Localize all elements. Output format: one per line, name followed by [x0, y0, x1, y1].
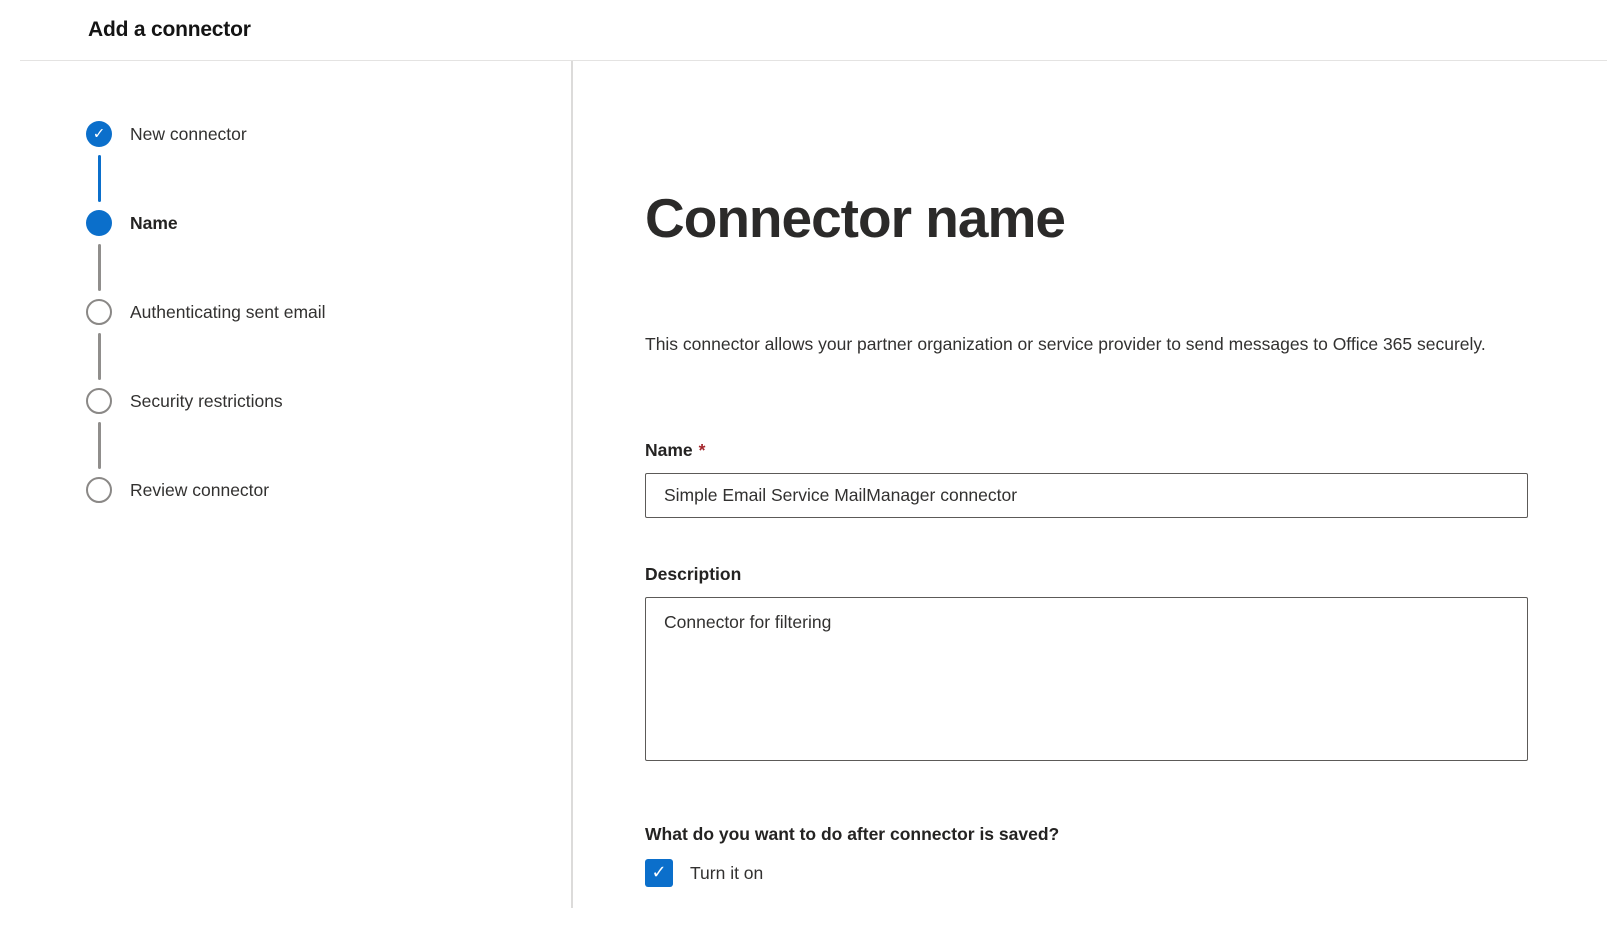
step-upcoming-circle — [86, 299, 112, 325]
step-label: Review connector — [130, 479, 270, 500]
connector-name-heading: Connector name — [645, 187, 1065, 249]
name-field-label — [645, 440, 705, 461]
stepper-step-new-connector[interactable] — [86, 116, 247, 152]
step-connector-line — [98, 333, 101, 380]
stepper-step-review-connector[interactable] — [86, 472, 269, 508]
stepper-step-security-restrictions[interactable] — [86, 383, 283, 419]
step-label: Authenticating sent email — [130, 301, 326, 322]
after-save-question: What do you want to do after connector is saved? — [645, 824, 1060, 844]
turn-it-on-checkbox[interactable] — [645, 859, 673, 887]
page-title: Add a connector — [88, 18, 251, 41]
name-input[interactable] — [645, 473, 1528, 518]
step-completed-circle — [86, 121, 112, 147]
checkbox-check-icon: ✓ — [651, 862, 667, 882]
sidebar-divider — [571, 61, 573, 908]
step-upcoming-circle — [86, 388, 112, 414]
turn-it-on-option — [645, 859, 763, 887]
description-textarea[interactable] — [645, 597, 1528, 761]
step-connector-line — [98, 244, 101, 291]
step-upcoming-circle — [86, 477, 112, 503]
name-label-text: Name — [645, 440, 693, 460]
step-label: Security restrictions — [130, 390, 283, 411]
turn-it-on-label: Turn it on — [690, 862, 764, 883]
step-connector-line — [98, 155, 102, 202]
step-label: New connector — [130, 123, 247, 144]
intro-text: This connector allows your partner organization or service provider to send messages to Office 365 securely. — [645, 334, 1486, 354]
description-field-label: Description — [645, 564, 742, 584]
required-asterisk: * — [698, 440, 706, 460]
stepper-step-authenticating-sent-email[interactable] — [86, 294, 326, 330]
header-divider — [20, 60, 1607, 61]
step-connector-line — [98, 422, 101, 469]
check-icon: ✓ — [92, 125, 106, 142]
stepper-step-name[interactable] — [86, 205, 178, 241]
step-current-circle — [86, 210, 112, 236]
step-label: Name — [130, 212, 178, 233]
